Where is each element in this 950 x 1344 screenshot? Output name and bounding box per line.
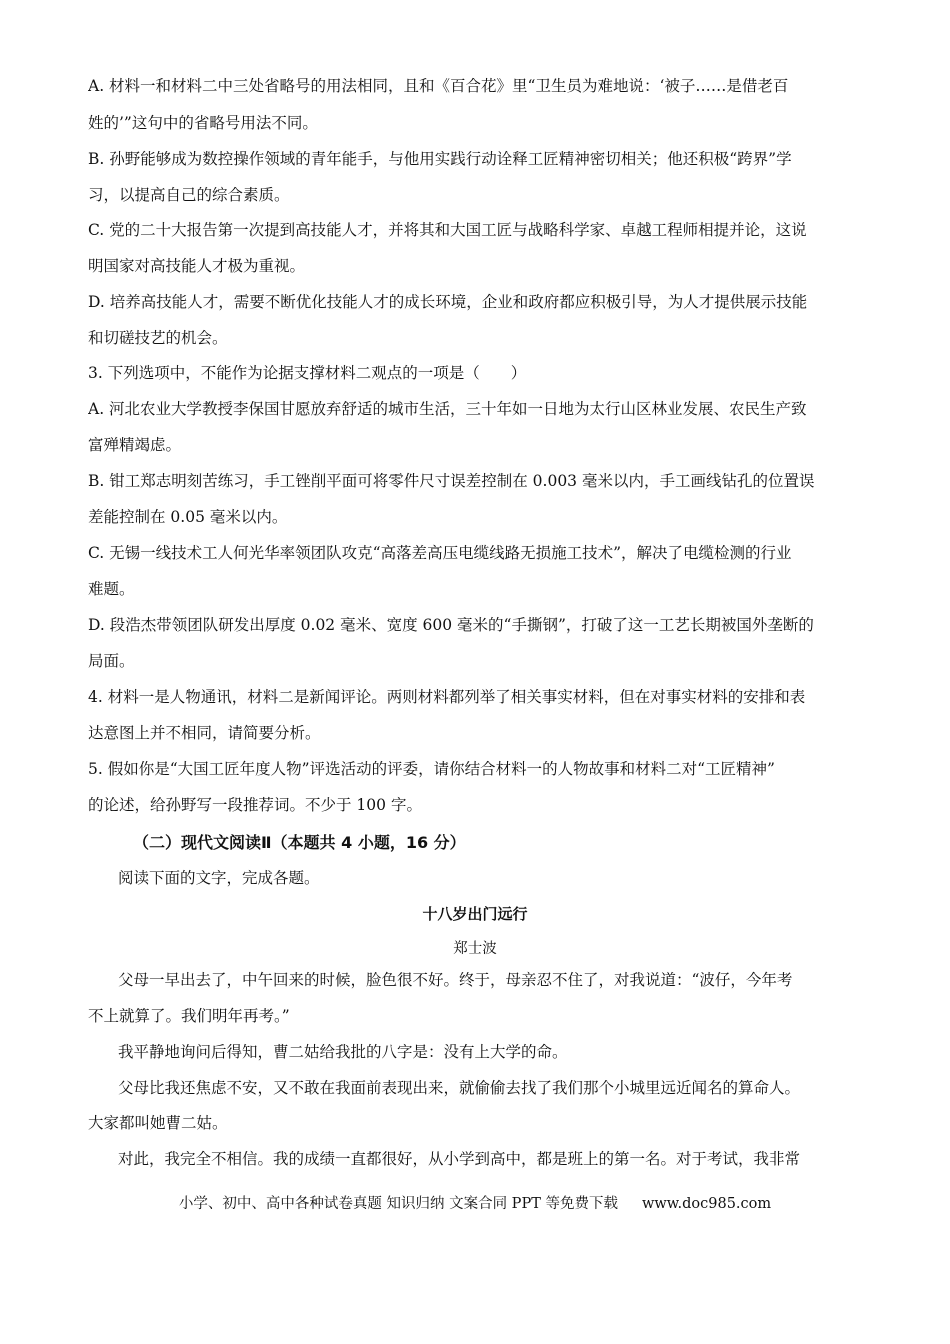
option-a-line-2: 姓的’”这句中的省略号用法不同。 [88, 114, 318, 132]
option-d-line-1: D. 培养高技能人才，需要不断优化技能人才的成长环境，企业和政府都应积极引导，为人才提供展示技能 [88, 293, 808, 311]
option-b-line-2: 习，以提高自己的综合素质。 [88, 186, 290, 204]
question-5-line-1: 5. 假如你是“大国工匠年度人物”评选活动的评委，请你结合材料一的人物故事和材料二对“工匠精神” [88, 760, 775, 778]
story-paragraph-1-line-1: 父母一早出去了，中午回来的时候，脸色很不好。终于，母亲忍不住了，对我说道：“波仔，今年考 [118, 971, 793, 989]
story-paragraph-2: 我平静地询问后得知，曹二姑给我批的八字是：没有上大学的命。 [118, 1043, 568, 1061]
story-title: 十八岁出门远行 [422, 905, 528, 923]
option-d-line-2: 和切磋技艺的机会。 [88, 329, 228, 347]
story-paragraph-1-line-2: 不上就算了。我们明年再考。” [88, 1007, 290, 1025]
question-3: 3. 下列选项中，不能作为论据支撑材料二观点的一项是（ ） [88, 364, 527, 382]
q3-option-a-line-2: 富殚精竭虑。 [88, 436, 182, 454]
story-paragraph-4-line-1: 对此，我完全不相信。我的成绩一直都很好，从小学到高中，都是班上的第一名。对于考试，我非常 [118, 1150, 801, 1168]
q3-option-d-line-1: D. 段浩杰带领团队研发出厚度 0.02 毫米、宽度 600 毫米的“手撕钢”，打破了这一工艺长期被国外垄断的 [88, 616, 814, 634]
section-heading: （二）现代文阅读Ⅱ（本题共 4 小题，16 分） [133, 833, 466, 852]
q3-option-a-line-1: A. 河北农业大学教授李保国甘愿放弃舒适的城市生活，三十年如一日地为太行山区林业发展、农民生产致 [88, 400, 807, 418]
story-paragraph-3-line-2: 大家都叫她曹二姑。 [88, 1114, 228, 1132]
option-c-line-1: C. 党的二十大报告第一次提到高技能人才，并将其和大国工匠与战略科学家、卓越工程师相提并论，这说 [88, 221, 807, 239]
question-4-line-1: 4. 材料一是人物通讯，材料二是新闻评论。两则材料都列举了相关事实材料，但在对事实材料的安排和表 [88, 688, 806, 706]
option-c-line-2: 明国家对高技能人才极为重视。 [88, 257, 306, 275]
q3-option-c-line-2: 难题。 [88, 580, 135, 598]
q3-option-c-line-1: C. 无锡一线技术工人何光华率领团队攻克“高落差高压电缆线路无损施工技术”，解决了电缆检测的行业 [88, 544, 792, 562]
option-a-line-1: A. 材料一和材料二中三处省略号的用法相同，且和《百合花》里“卫生员为难地说：‘被子……是借老百 [88, 77, 789, 95]
q3-option-b-line-1: B. 钳工郑志明刻苦练习，手工锉削平面可将零件尺寸误差控制在 0.003 毫米以内，手工画线钻孔的位置误 [88, 472, 815, 490]
instruction: 阅读下面的文字，完成各题。 [118, 869, 320, 887]
question-5-line-2: 的论述，给孙野写一段推荐词。不少于 100 字。 [88, 796, 422, 814]
footer-url[interactable]: www.doc985.com [641, 1196, 772, 1212]
story-paragraph-3-line-1: 父母比我还焦虑不安，又不敢在我面前表现出来，就偷偷去找了我们那个小城里远近闻名的算命人。 [118, 1079, 801, 1097]
footer-text: 小学、初中、高中各种试卷真题 知识归纳 文案合同 PPT 等免费下载 [178, 1196, 618, 1212]
q3-option-b-line-2: 差能控制在 0.05 毫米以内。 [88, 508, 288, 526]
question-4-line-2: 达意图上并不相同，请简要分析。 [88, 724, 321, 742]
story-author: 郑士波 [453, 941, 497, 957]
q3-option-d-line-2: 局面。 [88, 652, 135, 670]
option-b-line-1: B. 孙野能够成为数控操作领域的青年能手，与他用实践行动诠释工匠精神密切相关；他还积极“跨界”学 [88, 150, 792, 168]
page-footer [0, 1192, 950, 1213]
